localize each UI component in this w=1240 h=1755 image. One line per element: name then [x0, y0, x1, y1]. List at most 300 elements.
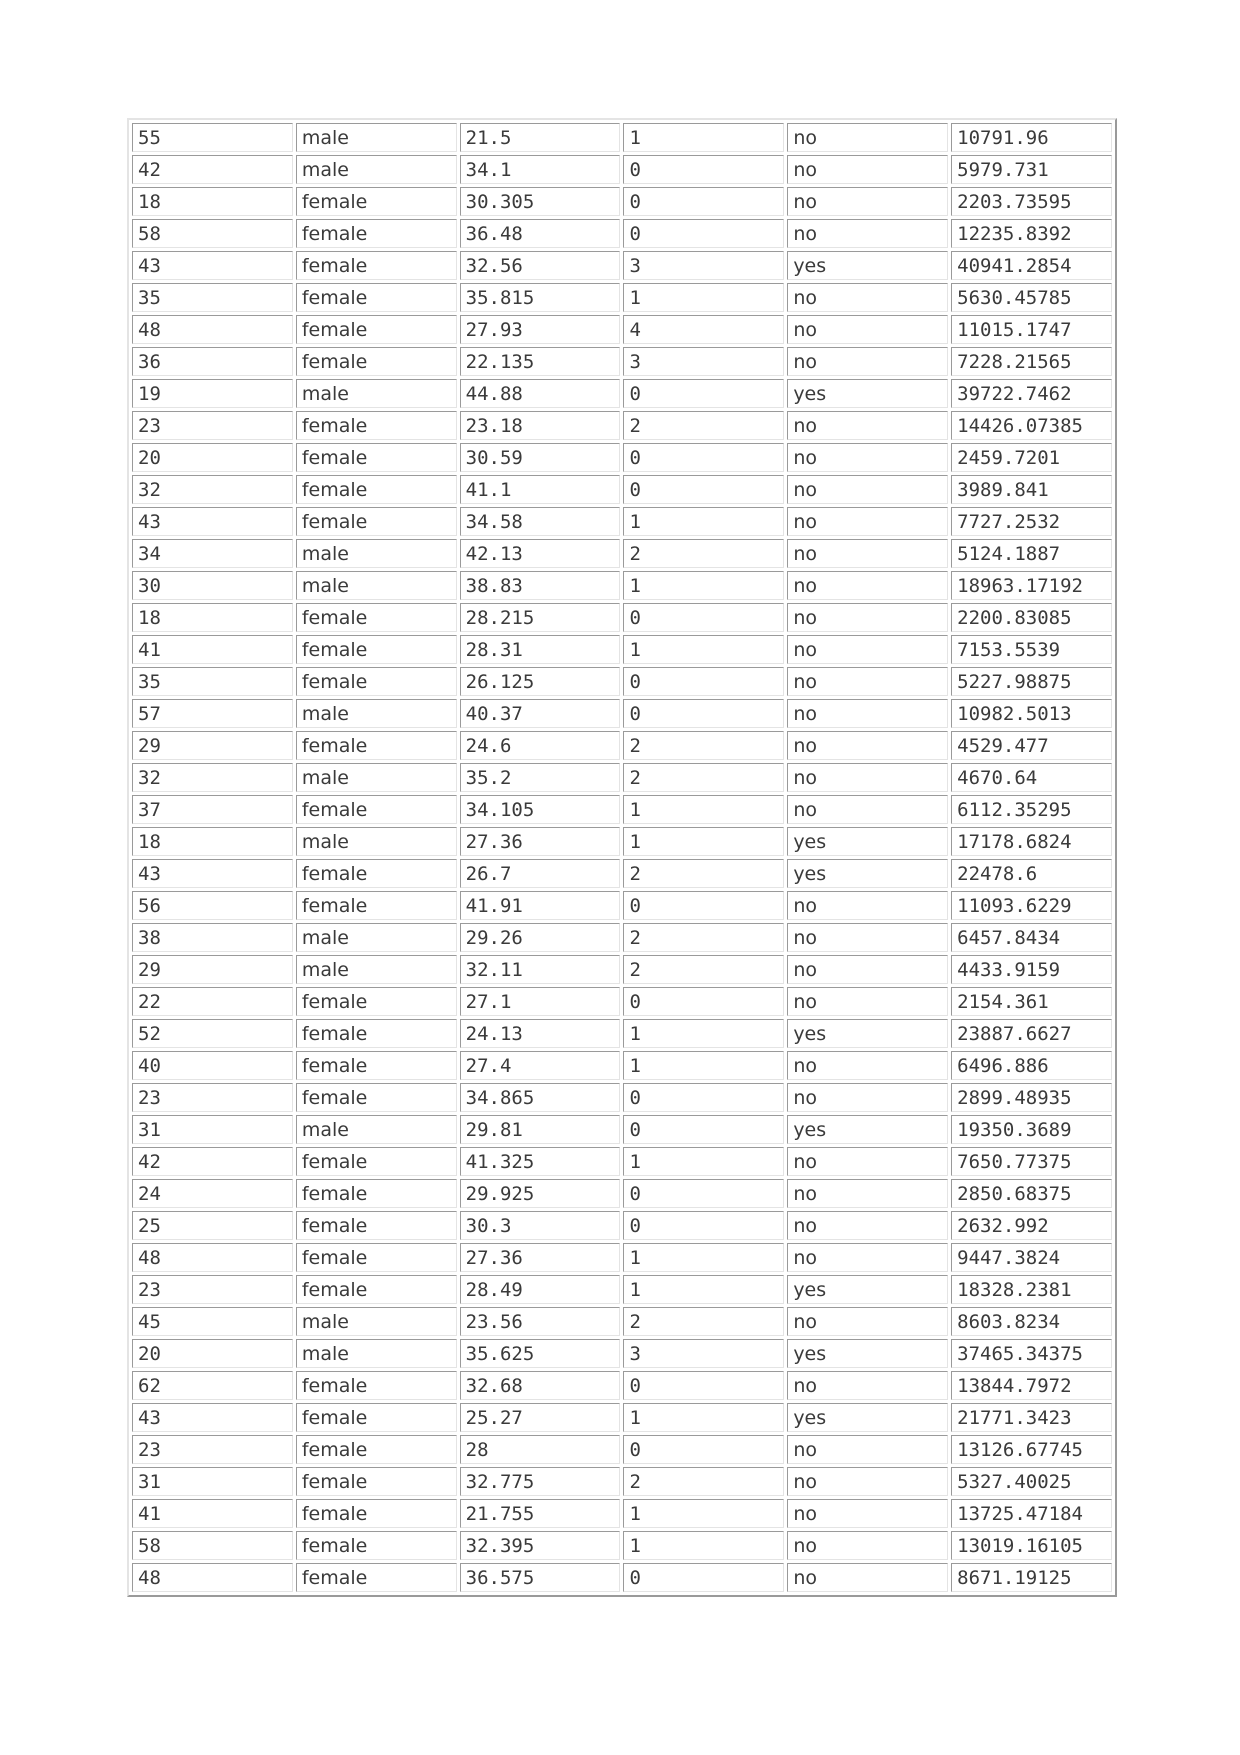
cell-age: 41 [132, 1499, 293, 1528]
cell-age: 23 [132, 411, 293, 440]
cell-sex: female [296, 1499, 457, 1528]
cell-sex: female [296, 1371, 457, 1400]
cell-children: 0 [623, 1083, 784, 1112]
cell-bmi: 27.36 [460, 1243, 621, 1272]
cell-smoker: no [787, 1147, 948, 1176]
cell-children: 0 [623, 1435, 784, 1464]
cell-children: 0 [623, 699, 784, 728]
cell-age: 62 [132, 1371, 293, 1400]
cell-age: 36 [132, 347, 293, 376]
cell-smoker: no [787, 187, 948, 216]
cell-smoker: yes [787, 251, 948, 280]
table-row [132, 123, 1112, 152]
cell-smoker: yes [787, 1275, 948, 1304]
cell-age: 29 [132, 955, 293, 984]
cell-charges: 6496.886 [951, 1051, 1112, 1080]
table-row [132, 923, 1112, 952]
cell-bmi: 24.13 [460, 1019, 621, 1048]
table-row [132, 635, 1112, 664]
cell-age: 22 [132, 987, 293, 1016]
cell-sex: female [296, 603, 457, 632]
cell-age: 20 [132, 1339, 293, 1368]
table-row [132, 443, 1112, 472]
cell-charges: 7228.21565 [951, 347, 1112, 376]
cell-age: 23 [132, 1275, 293, 1304]
cell-children: 2 [623, 1307, 784, 1336]
table-row [132, 187, 1112, 216]
cell-sex: female [296, 507, 457, 536]
cell-children: 0 [623, 987, 784, 1016]
cell-smoker: no [787, 731, 948, 760]
cell-sex: female [296, 1051, 457, 1080]
cell-children: 1 [623, 507, 784, 536]
cell-bmi: 40.37 [460, 699, 621, 728]
cell-sex: female [296, 1019, 457, 1048]
cell-charges: 2200.83085 [951, 603, 1112, 632]
cell-age: 43 [132, 507, 293, 536]
cell-age: 43 [132, 1403, 293, 1432]
cell-sex: female [296, 1403, 457, 1432]
cell-charges: 5327.40025 [951, 1467, 1112, 1496]
cell-charges: 5979.731 [951, 155, 1112, 184]
cell-bmi: 29.925 [460, 1179, 621, 1208]
cell-smoker: no [787, 603, 948, 632]
cell-age: 37 [132, 795, 293, 824]
cell-age: 18 [132, 603, 293, 632]
table-row [132, 1147, 1112, 1176]
cell-age: 56 [132, 891, 293, 920]
cell-children: 0 [623, 667, 784, 696]
cell-charges: 23887.6627 [951, 1019, 1112, 1048]
cell-bmi: 29.81 [460, 1115, 621, 1144]
table-row [132, 603, 1112, 632]
cell-smoker: no [787, 1083, 948, 1112]
table-row [132, 475, 1112, 504]
cell-children: 2 [623, 923, 784, 952]
cell-children: 2 [623, 731, 784, 760]
cell-smoker: no [787, 347, 948, 376]
cell-charges: 17178.6824 [951, 827, 1112, 856]
table-row [132, 1403, 1112, 1432]
cell-sex: female [296, 795, 457, 824]
cell-children: 2 [623, 411, 784, 440]
cell-age: 30 [132, 571, 293, 600]
cell-bmi: 28 [460, 1435, 621, 1464]
cell-smoker: no [787, 891, 948, 920]
cell-charges: 4529.477 [951, 731, 1112, 760]
cell-age: 25 [132, 1211, 293, 1240]
cell-age: 31 [132, 1115, 293, 1144]
cell-children: 0 [623, 1211, 784, 1240]
cell-age: 29 [132, 731, 293, 760]
cell-smoker: no [787, 411, 948, 440]
cell-sex: male [296, 1115, 457, 1144]
cell-children: 2 [623, 539, 784, 568]
cell-children: 2 [623, 955, 784, 984]
cell-bmi: 32.68 [460, 1371, 621, 1400]
cell-smoker: no [787, 571, 948, 600]
table-row [132, 155, 1112, 184]
table-row [132, 571, 1112, 600]
cell-age: 43 [132, 251, 293, 280]
cell-children: 1 [623, 1147, 784, 1176]
cell-bmi: 27.4 [460, 1051, 621, 1080]
cell-children: 2 [623, 763, 784, 792]
cell-age: 40 [132, 1051, 293, 1080]
cell-bmi: 21.5 [460, 123, 621, 152]
table-row [132, 1339, 1112, 1368]
cell-sex: female [296, 859, 457, 888]
table-row [132, 1083, 1112, 1112]
cell-charges: 7727.2532 [951, 507, 1112, 536]
table-row [132, 539, 1112, 568]
cell-bmi: 34.1 [460, 155, 621, 184]
cell-age: 42 [132, 155, 293, 184]
cell-smoker: no [787, 475, 948, 504]
cell-charges: 14426.07385 [951, 411, 1112, 440]
cell-children: 0 [623, 475, 784, 504]
cell-children: 0 [623, 1563, 784, 1592]
cell-charges: 2632.992 [951, 1211, 1112, 1240]
table-row [132, 763, 1112, 792]
cell-smoker: yes [787, 827, 948, 856]
cell-age: 32 [132, 763, 293, 792]
cell-age: 35 [132, 667, 293, 696]
cell-bmi: 30.3 [460, 1211, 621, 1240]
cell-charges: 6457.8434 [951, 923, 1112, 952]
table-row [132, 1499, 1112, 1528]
cell-children: 2 [623, 1467, 784, 1496]
cell-bmi: 34.58 [460, 507, 621, 536]
cell-bmi: 23.56 [460, 1307, 621, 1336]
cell-smoker: no [787, 539, 948, 568]
cell-charges: 10982.5013 [951, 699, 1112, 728]
cell-age: 32 [132, 475, 293, 504]
cell-children: 2 [623, 859, 784, 888]
cell-charges: 2899.48935 [951, 1083, 1112, 1112]
cell-bmi: 22.135 [460, 347, 621, 376]
cell-age: 38 [132, 923, 293, 952]
cell-age: 55 [132, 123, 293, 152]
cell-charges: 8603.8234 [951, 1307, 1112, 1336]
cell-bmi: 25.27 [460, 1403, 621, 1432]
cell-sex: female [296, 315, 457, 344]
cell-children: 1 [623, 123, 784, 152]
cell-charges: 13725.47184 [951, 1499, 1112, 1528]
cell-smoker: no [787, 123, 948, 152]
cell-charges: 4433.9159 [951, 955, 1112, 984]
cell-smoker: no [787, 667, 948, 696]
cell-smoker: no [787, 219, 948, 248]
cell-smoker: no [787, 699, 948, 728]
cell-children: 1 [623, 1243, 784, 1272]
table-row [132, 795, 1112, 824]
table-row [132, 1275, 1112, 1304]
table-row [132, 1467, 1112, 1496]
cell-age: 57 [132, 699, 293, 728]
cell-charges: 22478.6 [951, 859, 1112, 888]
cell-smoker: no [787, 1051, 948, 1080]
cell-bmi: 27.93 [460, 315, 621, 344]
cell-charges: 11093.6229 [951, 891, 1112, 920]
cell-children: 1 [623, 1019, 784, 1048]
table-row [132, 1307, 1112, 1336]
cell-bmi: 32.395 [460, 1531, 621, 1560]
data-table [127, 118, 1117, 1597]
cell-smoker: no [787, 1307, 948, 1336]
cell-charges: 4670.64 [951, 763, 1112, 792]
cell-smoker: no [787, 1563, 948, 1592]
cell-children: 0 [623, 891, 784, 920]
cell-bmi: 23.18 [460, 411, 621, 440]
cell-children: 0 [623, 603, 784, 632]
table-row [132, 283, 1112, 312]
cell-sex: male [296, 955, 457, 984]
cell-charges: 13844.7972 [951, 1371, 1112, 1400]
cell-smoker: no [787, 1499, 948, 1528]
cell-sex: male [296, 763, 457, 792]
table-row [132, 731, 1112, 760]
cell-bmi: 32.11 [460, 955, 621, 984]
cell-age: 35 [132, 283, 293, 312]
cell-bmi: 21.755 [460, 1499, 621, 1528]
cell-sex: male [296, 923, 457, 952]
cell-charges: 11015.1747 [951, 315, 1112, 344]
cell-sex: female [296, 443, 457, 472]
cell-sex: female [296, 1563, 457, 1592]
cell-bmi: 29.26 [460, 923, 621, 952]
cell-bmi: 28.49 [460, 1275, 621, 1304]
cell-bmi: 44.88 [460, 379, 621, 408]
cell-bmi: 28.31 [460, 635, 621, 664]
cell-age: 58 [132, 1531, 293, 1560]
table-row [132, 1211, 1112, 1240]
cell-charges: 18328.2381 [951, 1275, 1112, 1304]
cell-bmi: 27.1 [460, 987, 621, 1016]
table-row [132, 827, 1112, 856]
cell-bmi: 35.815 [460, 283, 621, 312]
cell-sex: female [296, 891, 457, 920]
cell-sex: female [296, 731, 457, 760]
cell-charges: 18963.17192 [951, 571, 1112, 600]
cell-children: 1 [623, 571, 784, 600]
cell-sex: female [296, 1435, 457, 1464]
cell-sex: male [296, 123, 457, 152]
cell-children: 0 [623, 155, 784, 184]
cell-smoker: yes [787, 1115, 948, 1144]
cell-smoker: yes [787, 1339, 948, 1368]
cell-sex: female [296, 219, 457, 248]
table-row [132, 1563, 1112, 1592]
cell-bmi: 34.105 [460, 795, 621, 824]
cell-smoker: no [787, 955, 948, 984]
cell-bmi: 27.36 [460, 827, 621, 856]
cell-charges: 2850.68375 [951, 1179, 1112, 1208]
cell-age: 23 [132, 1083, 293, 1112]
cell-bmi: 36.575 [460, 1563, 621, 1592]
cell-age: 48 [132, 1243, 293, 1272]
table-row [132, 859, 1112, 888]
cell-age: 18 [132, 827, 293, 856]
cell-smoker: no [787, 507, 948, 536]
cell-sex: female [296, 1147, 457, 1176]
cell-age: 41 [132, 635, 293, 664]
cell-age: 48 [132, 315, 293, 344]
cell-smoker: no [787, 1371, 948, 1400]
cell-age: 31 [132, 1467, 293, 1496]
cell-charges: 9447.3824 [951, 1243, 1112, 1272]
table-row [132, 379, 1112, 408]
cell-sex: female [296, 251, 457, 280]
cell-age: 45 [132, 1307, 293, 1336]
table-row [132, 699, 1112, 728]
table-row [132, 987, 1112, 1016]
cell-bmi: 41.325 [460, 1147, 621, 1176]
cell-bmi: 41.91 [460, 891, 621, 920]
cell-sex: female [296, 283, 457, 312]
cell-charges: 7650.77375 [951, 1147, 1112, 1176]
cell-sex: male [296, 699, 457, 728]
cell-age: 18 [132, 187, 293, 216]
cell-children: 1 [623, 1531, 784, 1560]
cell-charges: 7153.5539 [951, 635, 1112, 664]
cell-children: 1 [623, 635, 784, 664]
cell-smoker: no [787, 923, 948, 952]
cell-smoker: yes [787, 1019, 948, 1048]
cell-age: 43 [132, 859, 293, 888]
cell-age: 48 [132, 1563, 293, 1592]
cell-children: 1 [623, 795, 784, 824]
cell-smoker: no [787, 987, 948, 1016]
cell-charges: 2154.361 [951, 987, 1112, 1016]
cell-children: 1 [623, 827, 784, 856]
cell-age: 24 [132, 1179, 293, 1208]
table-row [132, 1243, 1112, 1272]
cell-bmi: 30.59 [460, 443, 621, 472]
cell-age: 23 [132, 1435, 293, 1464]
cell-bmi: 24.6 [460, 731, 621, 760]
cell-age: 20 [132, 443, 293, 472]
cell-sex: female [296, 1083, 457, 1112]
cell-sex: female [296, 475, 457, 504]
cell-bmi: 30.305 [460, 187, 621, 216]
cell-sex: female [296, 1467, 457, 1496]
cell-smoker: no [787, 1211, 948, 1240]
cell-children: 1 [623, 1403, 784, 1432]
table-row [132, 955, 1112, 984]
cell-sex: female [296, 635, 457, 664]
table-row [132, 667, 1112, 696]
cell-smoker: no [787, 283, 948, 312]
cell-age: 42 [132, 1147, 293, 1176]
table-row [132, 411, 1112, 440]
cell-bmi: 28.215 [460, 603, 621, 632]
cell-smoker: yes [787, 1403, 948, 1432]
table-row [132, 1051, 1112, 1080]
cell-children: 0 [623, 1115, 784, 1144]
cell-sex: female [296, 1211, 457, 1240]
cell-bmi: 42.13 [460, 539, 621, 568]
table-row [132, 315, 1112, 344]
cell-sex: male [296, 1307, 457, 1336]
cell-charges: 2459.7201 [951, 443, 1112, 472]
cell-bmi: 36.48 [460, 219, 621, 248]
cell-children: 3 [623, 1339, 784, 1368]
cell-smoker: no [787, 1435, 948, 1464]
cell-charges: 5630.45785 [951, 283, 1112, 312]
cell-sex: male [296, 827, 457, 856]
table-row [132, 891, 1112, 920]
cell-bmi: 32.56 [460, 251, 621, 280]
cell-sex: female [296, 987, 457, 1016]
cell-charges: 40941.2854 [951, 251, 1112, 280]
cell-children: 3 [623, 347, 784, 376]
cell-bmi: 35.2 [460, 763, 621, 792]
cell-sex: male [296, 539, 457, 568]
cell-children: 3 [623, 251, 784, 280]
cell-children: 4 [623, 315, 784, 344]
table-row [132, 1371, 1112, 1400]
cell-smoker: no [787, 1243, 948, 1272]
cell-charges: 8671.19125 [951, 1563, 1112, 1592]
cell-children: 1 [623, 1275, 784, 1304]
table-row [132, 347, 1112, 376]
table-body [132, 123, 1112, 1592]
cell-children: 0 [623, 379, 784, 408]
cell-smoker: no [787, 635, 948, 664]
cell-bmi: 26.7 [460, 859, 621, 888]
cell-children: 0 [623, 187, 784, 216]
cell-sex: female [296, 1179, 457, 1208]
cell-age: 58 [132, 219, 293, 248]
cell-bmi: 34.865 [460, 1083, 621, 1112]
cell-charges: 5124.1887 [951, 539, 1112, 568]
cell-sex: female [296, 667, 457, 696]
table-row [132, 1019, 1112, 1048]
cell-charges: 13019.16105 [951, 1531, 1112, 1560]
cell-charges: 21771.3423 [951, 1403, 1112, 1432]
cell-sex: female [296, 1275, 457, 1304]
table-row [132, 1115, 1112, 1144]
cell-smoker: no [787, 763, 948, 792]
cell-sex: female [296, 347, 457, 376]
cell-charges: 10791.96 [951, 123, 1112, 152]
cell-bmi: 35.625 [460, 1339, 621, 1368]
cell-sex: female [296, 1531, 457, 1560]
cell-smoker: yes [787, 379, 948, 408]
cell-age: 34 [132, 539, 293, 568]
table-row [132, 219, 1112, 248]
cell-children: 1 [623, 283, 784, 312]
cell-bmi: 41.1 [460, 475, 621, 504]
cell-bmi: 38.83 [460, 571, 621, 600]
cell-smoker: no [787, 443, 948, 472]
cell-children: 0 [623, 1371, 784, 1400]
cell-smoker: no [787, 1179, 948, 1208]
cell-charges: 2203.73595 [951, 187, 1112, 216]
cell-age: 52 [132, 1019, 293, 1048]
table-row [132, 1435, 1112, 1464]
cell-smoker: no [787, 155, 948, 184]
cell-smoker: no [787, 1531, 948, 1560]
cell-charges: 12235.8392 [951, 219, 1112, 248]
cell-charges: 6112.35295 [951, 795, 1112, 824]
cell-children: 1 [623, 1051, 784, 1080]
table-row [132, 251, 1112, 280]
table-row [132, 1179, 1112, 1208]
cell-smoker: no [787, 315, 948, 344]
cell-charges: 37465.34375 [951, 1339, 1112, 1368]
